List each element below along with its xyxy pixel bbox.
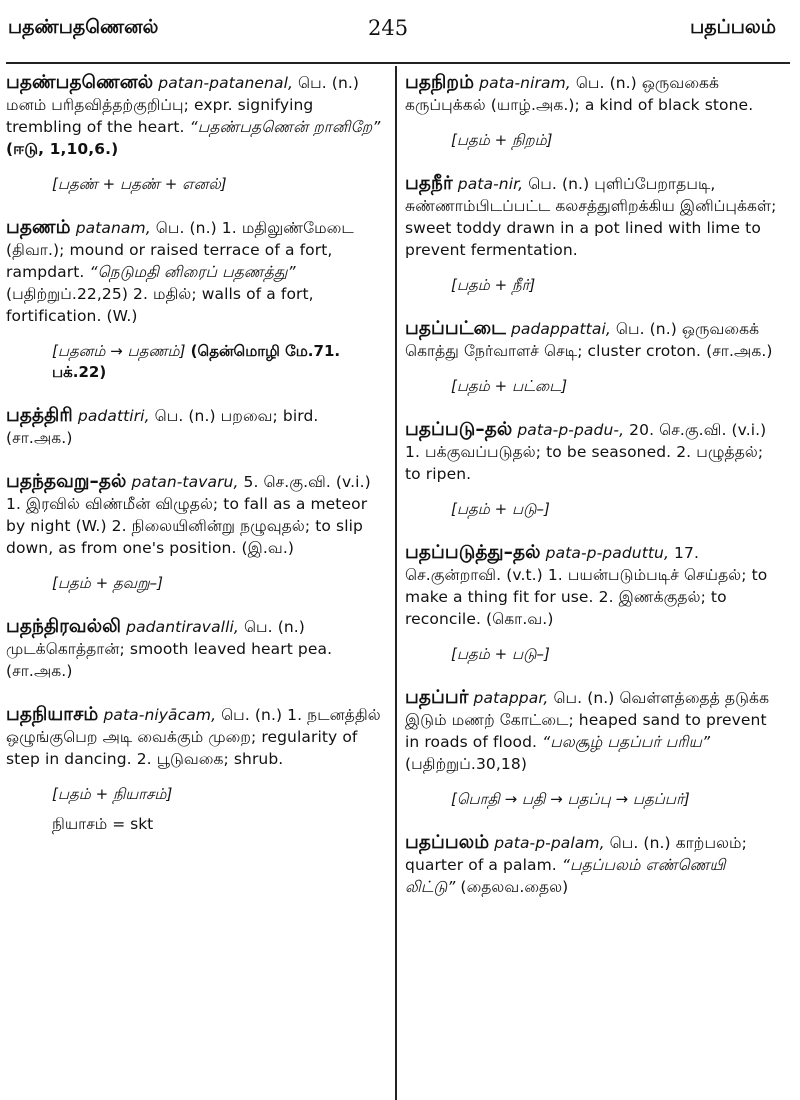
headword: பதந்தவறு–தல் <box>6 471 127 492</box>
dictionary-entry <box>6 405 388 449</box>
headword: பதப்பட்டை <box>405 318 506 339</box>
quotation: “நெடுமதி னிரைப் பதணத்து” <box>89 263 296 281</box>
etymology: [பதம் + பட்டை] <box>451 377 568 395</box>
headword: பதத்திரி <box>6 405 73 426</box>
headword: பதப்படு–தல் <box>405 419 513 440</box>
quotation: “பதப்பலம் எண்ணெயி லிட்டு” <box>405 856 726 896</box>
etymology: [பதம் + தவறு–] <box>52 574 163 592</box>
dictionary-entry <box>6 616 388 682</box>
dictionary-entry <box>405 542 780 630</box>
definition: பெ. (n.) முடக்கொத்தான்; smooth leaved heart pea. (சா.அக.) <box>6 618 333 680</box>
definition: பெ. (n.) வெள்ளத்தைத் தடுக்க இடும் மணற் கோட்டை; heaped sand to prevent in roads of flood. <box>405 689 770 751</box>
transliteration: pata-p-palam, <box>494 834 605 852</box>
header-first-word: பதண்பதணெனல் <box>8 16 159 38</box>
page-header <box>0 6 800 50</box>
dictionary-entry <box>6 704 388 770</box>
citation: (தைலவ.தைல) <box>455 878 569 896</box>
definition: பெ. (n.) புளிப்பேறாதபடி, சுண்ணாம்பிடப்பட்ட கலசத்துளிறக்கிய இனிப்புக்கள்; sweet toddy drawn in a pot lined with lime to prevent fermentation. <box>405 175 777 259</box>
column-divider <box>395 66 397 1100</box>
transliteration: pata-p-paduttu, <box>545 544 669 562</box>
citation: (ஈடு, 1,10,6.) <box>6 140 119 158</box>
headword: பதந்திரவல்லி <box>6 616 122 637</box>
etymology-note: நியாசம் = skt <box>52 815 154 833</box>
etymology: [பதண் + பதண் + எனல்] <box>52 175 227 193</box>
transliteration: pata-niram, <box>479 74 571 92</box>
headword: பதணம் <box>6 217 71 238</box>
citation: (பதிற்றுப்.30,18) <box>405 755 527 773</box>
headword: பதநிறம் <box>405 72 475 93</box>
transliteration: pata-p-padu-, <box>517 421 625 439</box>
definition: பெ. (n.) ஒருவகைக் கருப்புக்கல் (யாழ்.அக.); a kind of black stone. <box>405 74 754 114</box>
headword: பதப்பலம் <box>405 832 490 853</box>
definition: 20. செ.கு.வி. (v.i.) 1. பக்குவப்படுதல்; to be seasoned. 2. பழுத்தல்; to ripen. <box>405 421 767 483</box>
citation: (பதிற்றுப்.22,25) 2. மதில்; walls of a fort, fortification. (W.) <box>6 285 314 325</box>
dictionary-entry <box>6 471 388 559</box>
headword: பதநியாசம் <box>6 704 99 725</box>
header-last-word: பதப்பலம் <box>690 16 776 38</box>
definition: பெ. (n.) ஒருவகைக் கொத்து நேர்வாளச் செடி; cluster croton. (சா.அக.) <box>405 320 773 360</box>
right-column <box>405 72 780 912</box>
transliteration: patappar, <box>473 689 549 707</box>
page-number: 245 <box>368 16 409 40</box>
etymology: [பதம் + நியாசம்] <box>52 785 173 803</box>
dictionary-entry <box>405 832 780 898</box>
etymology: [பதம் + படு–] <box>451 500 550 518</box>
definition: பெ. (n.) பறவை; bird. (சா.அக.) <box>6 407 319 447</box>
definition: பெ. (n.) 1. மதிலுண்மேடை (திவா.); mound or raised terrace of a fort, rampdart. <box>6 219 354 281</box>
headword: பதப்பர் <box>405 687 469 708</box>
transliteration: padappattai, <box>510 320 611 338</box>
dictionary-entry <box>405 419 780 485</box>
definition: பெ. (n.) 1. நடனத்தில் ஒழுங்குபெற அடி வைக்கும் முறை; regularity of step in dancing. 2. பூடுவகை; shrub. <box>6 706 381 768</box>
transliteration: pata-niyācam, <box>103 706 217 724</box>
quotation: “பலசூழ் பதப்பர் பரிய” <box>542 733 711 751</box>
etymology: [பதம் + நிறம்] <box>451 131 553 149</box>
transliteration: padantiravalli, <box>126 618 239 636</box>
etymology: [பதம் + படு–] <box>451 645 550 663</box>
definition: 17. செ.குன்றாவி. (v.t.) 1. பயன்படும்படிச் செய்தல்; to make a thing fit for use. 2. இணக்குதல்; to reconcile. (கொ.வ.) <box>405 544 768 628</box>
etymology-source: (தென்மொழி மே.71. பக்.22) <box>52 342 341 381</box>
dictionary-entry <box>405 318 780 362</box>
dictionary-entry <box>405 72 780 116</box>
definition: பெ. (n.) காற்பலம்; quarter of a palam. <box>405 834 747 874</box>
dictionary-entry <box>405 687 780 775</box>
header-rule <box>6 62 790 64</box>
quotation: “பதண்பதணென் றானிறே” <box>189 118 381 136</box>
headword: பதநீர் <box>405 173 453 194</box>
dictionary-entry <box>6 72 388 160</box>
definition: 5. செ.கு.வி. (v.i.) 1. இரவில் விண்மீன் விழுதல்; to fall as a meteor by night (W.) 2. நிலையினின்று நழுவுதல்; to slip down, as from one's position. (இ.வ.) <box>6 473 371 557</box>
headword: பதப்படுத்து–தல் <box>405 542 541 563</box>
transliteration: patan-patanenal, <box>158 74 294 92</box>
left-column <box>6 72 388 835</box>
dictionary-entry <box>6 217 388 327</box>
etymology <box>52 341 388 383</box>
etymology: [பொதி → பதி → பதப்பு → பதப்பர்] <box>451 790 690 808</box>
transliteration: patanam, <box>75 219 151 237</box>
definition: பெ. (n.) மனம் பரிதவித்தற்குறிப்பு; expr. signifying trembling of the heart. <box>6 74 360 136</box>
etymology-text: [பதனம் → பதணம்] <box>52 342 186 360</box>
etymology: [பதம் + நீர்] <box>451 276 536 294</box>
dictionary-entry <box>405 173 780 261</box>
transliteration: pata-nir, <box>457 175 524 193</box>
transliteration: padattiri, <box>77 407 150 425</box>
headword: பதண்பதணெனல் <box>6 72 154 93</box>
transliteration: patan-tavaru, <box>131 473 239 491</box>
